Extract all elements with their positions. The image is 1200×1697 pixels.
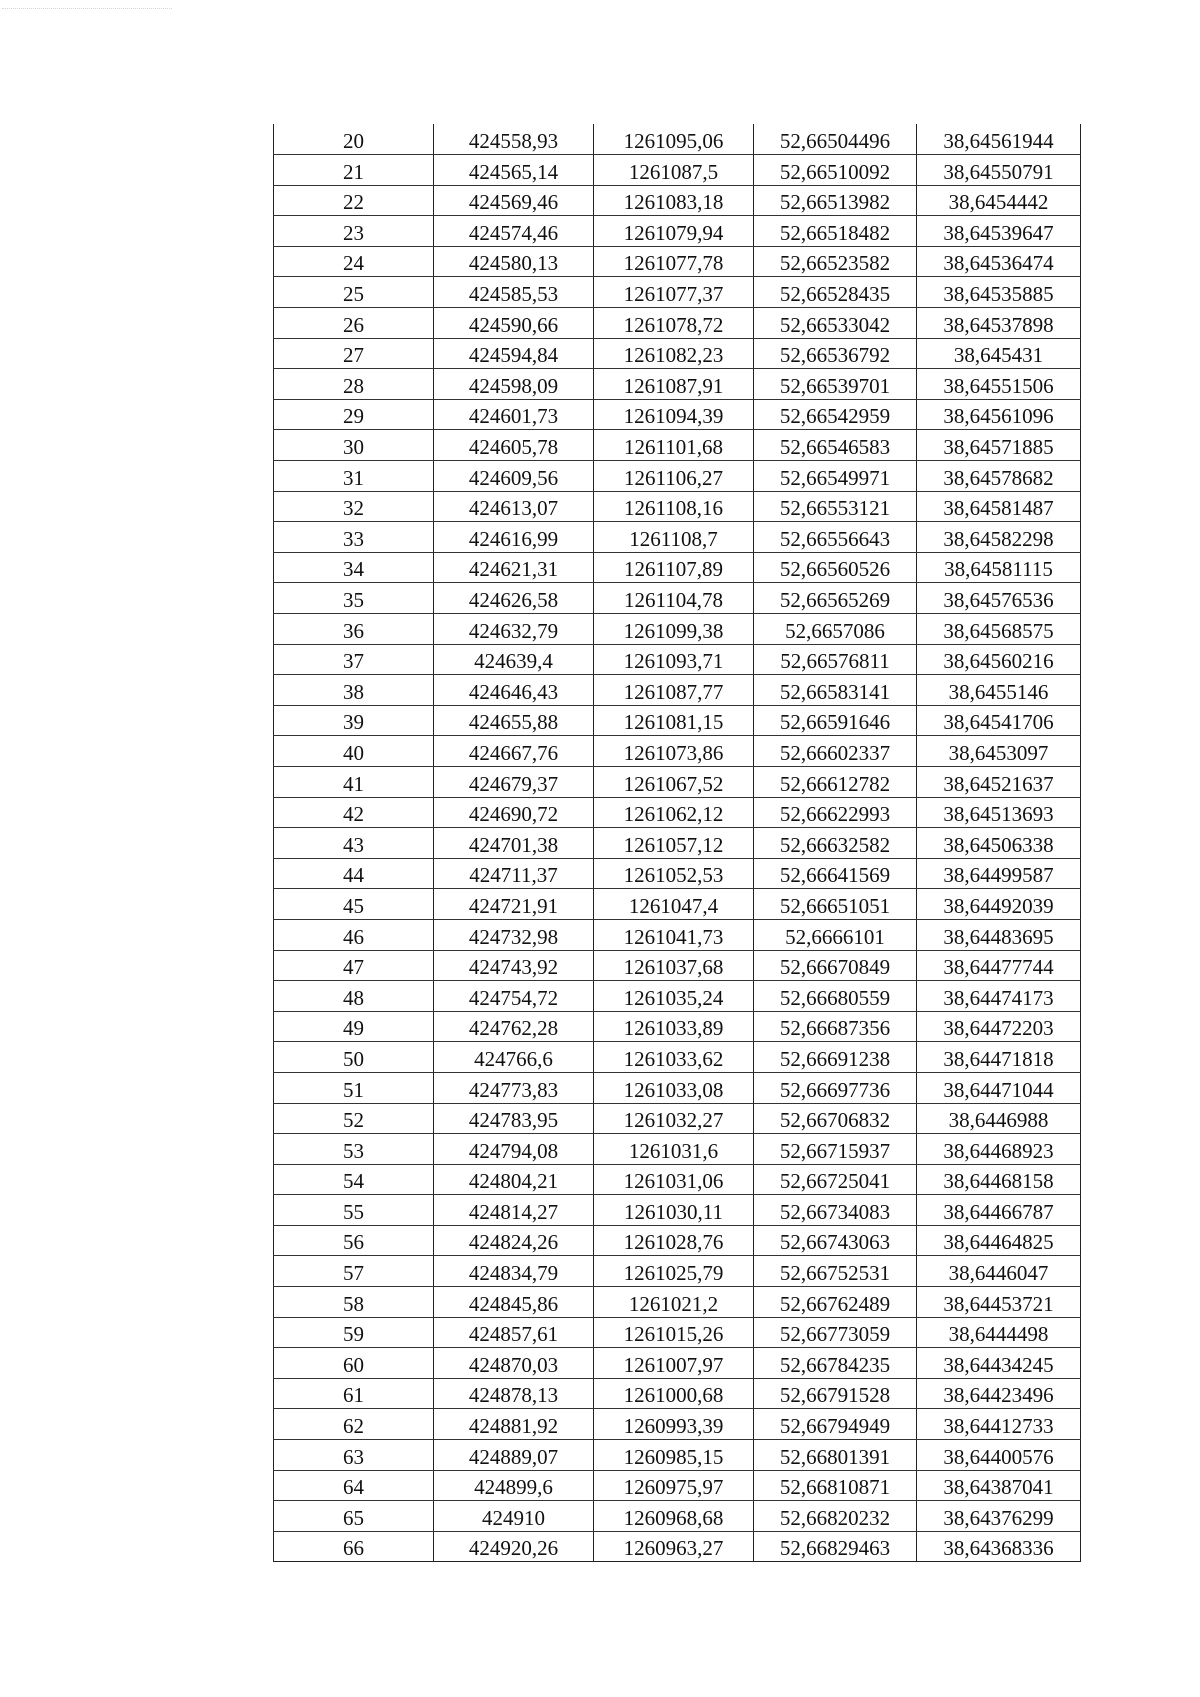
longitude-cell: 38,64412733 — [917, 1409, 1081, 1440]
x-coordinate-cell: 424881,92 — [434, 1409, 594, 1440]
latitude-cell: 52,66518482 — [754, 216, 917, 247]
y-coordinate-cell: 1261021,2 — [594, 1287, 754, 1318]
table-row — [274, 1134, 1081, 1165]
scan-artifact — [2, 8, 172, 12]
longitude-cell: 38,64536474 — [917, 246, 1081, 277]
x-coordinate-cell: 424845,86 — [434, 1287, 594, 1318]
table-row — [274, 1256, 1081, 1287]
x-coordinate-cell: 424679,37 — [434, 766, 594, 797]
longitude-cell: 38,64471818 — [917, 1042, 1081, 1073]
x-coordinate-cell: 424616,99 — [434, 522, 594, 553]
y-coordinate-cell: 1261057,12 — [594, 828, 754, 859]
table-row — [274, 430, 1081, 461]
table-row — [274, 766, 1081, 797]
y-coordinate-cell: 1261104,78 — [594, 583, 754, 614]
y-coordinate-cell: 1261077,37 — [594, 277, 754, 308]
table-row — [274, 1317, 1081, 1348]
x-coordinate-cell: 424667,76 — [434, 736, 594, 767]
latitude-cell: 52,6657086 — [754, 614, 917, 645]
point-number-cell: 58 — [274, 1287, 434, 1318]
table-row — [274, 155, 1081, 186]
table-row — [274, 1103, 1081, 1134]
latitude-cell: 52,66670849 — [754, 950, 917, 981]
y-coordinate-cell: 1261094,39 — [594, 399, 754, 430]
point-number-cell: 49 — [274, 1011, 434, 1042]
table-row — [274, 185, 1081, 216]
x-coordinate-cell: 424701,38 — [434, 828, 594, 859]
y-coordinate-cell: 1261033,08 — [594, 1072, 754, 1103]
longitude-cell: 38,64474173 — [917, 981, 1081, 1012]
table-row — [274, 797, 1081, 828]
point-number-cell: 41 — [274, 766, 434, 797]
x-coordinate-cell: 424889,07 — [434, 1440, 594, 1471]
table-row — [274, 858, 1081, 889]
latitude-cell: 52,66622993 — [754, 797, 917, 828]
x-coordinate-cell: 424632,79 — [434, 614, 594, 645]
x-coordinate-cell: 424646,43 — [434, 675, 594, 706]
table-row — [274, 522, 1081, 553]
point-number-cell: 55 — [274, 1195, 434, 1226]
latitude-cell: 52,66697736 — [754, 1072, 917, 1103]
point-number-cell: 57 — [274, 1256, 434, 1287]
x-coordinate-cell: 424580,13 — [434, 246, 594, 277]
longitude-cell: 38,64568575 — [917, 614, 1081, 645]
y-coordinate-cell: 1261099,38 — [594, 614, 754, 645]
point-number-cell: 54 — [274, 1164, 434, 1195]
y-coordinate-cell: 1261037,68 — [594, 950, 754, 981]
latitude-cell: 52,66743063 — [754, 1225, 917, 1256]
y-coordinate-cell: 1261031,6 — [594, 1134, 754, 1165]
table-row — [274, 1440, 1081, 1471]
x-coordinate-cell: 424655,88 — [434, 705, 594, 736]
longitude-cell: 38,6453097 — [917, 736, 1081, 767]
x-coordinate-cell: 424794,08 — [434, 1134, 594, 1165]
latitude-cell: 52,66549971 — [754, 461, 917, 492]
y-coordinate-cell: 1261031,06 — [594, 1164, 754, 1195]
longitude-cell: 38,64535885 — [917, 277, 1081, 308]
y-coordinate-cell: 1261028,76 — [594, 1225, 754, 1256]
x-coordinate-cell: 424721,91 — [434, 889, 594, 920]
latitude-cell: 52,66523582 — [754, 246, 917, 277]
longitude-cell: 38,64521637 — [917, 766, 1081, 797]
y-coordinate-cell: 1261078,72 — [594, 308, 754, 339]
y-coordinate-cell: 1261015,26 — [594, 1317, 754, 1348]
x-coordinate-cell: 424613,07 — [434, 491, 594, 522]
point-number-cell: 48 — [274, 981, 434, 1012]
coordinates-table-body — [274, 124, 1081, 1562]
latitude-cell: 52,66820232 — [754, 1501, 917, 1532]
point-number-cell: 50 — [274, 1042, 434, 1073]
latitude-cell: 52,66546583 — [754, 430, 917, 461]
latitude-cell: 52,66504496 — [754, 124, 917, 155]
table-row — [274, 1287, 1081, 1318]
y-coordinate-cell: 1261062,12 — [594, 797, 754, 828]
table-row — [274, 369, 1081, 400]
y-coordinate-cell: 1261106,27 — [594, 461, 754, 492]
table-row — [274, 1042, 1081, 1073]
y-coordinate-cell: 1260975,97 — [594, 1470, 754, 1501]
point-number-cell: 35 — [274, 583, 434, 614]
point-number-cell: 53 — [274, 1134, 434, 1165]
point-number-cell: 62 — [274, 1409, 434, 1440]
point-number-cell: 47 — [274, 950, 434, 981]
point-number-cell: 65 — [274, 1501, 434, 1532]
point-number-cell: 39 — [274, 705, 434, 736]
x-coordinate-cell: 424558,93 — [434, 124, 594, 155]
longitude-cell: 38,64368336 — [917, 1531, 1081, 1562]
longitude-cell: 38,64561944 — [917, 124, 1081, 155]
point-number-cell: 34 — [274, 552, 434, 583]
x-coordinate-cell: 424824,26 — [434, 1225, 594, 1256]
point-number-cell: 63 — [274, 1440, 434, 1471]
point-number-cell: 24 — [274, 246, 434, 277]
y-coordinate-cell: 1261033,62 — [594, 1042, 754, 1073]
latitude-cell: 52,66752531 — [754, 1256, 917, 1287]
y-coordinate-cell: 1261000,68 — [594, 1378, 754, 1409]
longitude-cell: 38,64400576 — [917, 1440, 1081, 1471]
longitude-cell: 38,64541706 — [917, 705, 1081, 736]
latitude-cell: 52,66829463 — [754, 1531, 917, 1562]
point-number-cell: 33 — [274, 522, 434, 553]
y-coordinate-cell: 1261035,24 — [594, 981, 754, 1012]
y-coordinate-cell: 1261041,73 — [594, 919, 754, 950]
longitude-cell: 38,645431 — [917, 338, 1081, 369]
x-coordinate-cell: 424762,28 — [434, 1011, 594, 1042]
y-coordinate-cell: 1261087,91 — [594, 369, 754, 400]
point-number-cell: 23 — [274, 216, 434, 247]
longitude-cell: 38,64483695 — [917, 919, 1081, 950]
point-number-cell: 31 — [274, 461, 434, 492]
longitude-cell: 38,64506338 — [917, 828, 1081, 859]
point-number-cell: 28 — [274, 369, 434, 400]
y-coordinate-cell: 1261095,06 — [594, 124, 754, 155]
longitude-cell: 38,64578682 — [917, 461, 1081, 492]
table-row — [274, 491, 1081, 522]
y-coordinate-cell: 1260968,68 — [594, 1501, 754, 1532]
longitude-cell: 38,64582298 — [917, 522, 1081, 553]
longitude-cell: 38,64471044 — [917, 1072, 1081, 1103]
point-number-cell: 29 — [274, 399, 434, 430]
x-coordinate-cell: 424565,14 — [434, 155, 594, 186]
latitude-cell: 52,66801391 — [754, 1440, 917, 1471]
table-row — [274, 246, 1081, 277]
longitude-cell: 38,64571885 — [917, 430, 1081, 461]
x-coordinate-cell: 424804,21 — [434, 1164, 594, 1195]
latitude-cell: 52,66762489 — [754, 1287, 917, 1318]
longitude-cell: 38,64581115 — [917, 552, 1081, 583]
coordinates-table — [273, 124, 1081, 1562]
longitude-cell: 38,64434245 — [917, 1348, 1081, 1379]
x-coordinate-cell: 424711,37 — [434, 858, 594, 889]
x-coordinate-cell: 424732,98 — [434, 919, 594, 950]
latitude-cell: 52,66784235 — [754, 1348, 917, 1379]
latitude-cell: 52,66725041 — [754, 1164, 917, 1195]
latitude-cell: 52,66576811 — [754, 644, 917, 675]
longitude-cell: 38,64551506 — [917, 369, 1081, 400]
latitude-cell: 52,66591646 — [754, 705, 917, 736]
longitude-cell: 38,64387041 — [917, 1470, 1081, 1501]
longitude-cell: 38,64453721 — [917, 1287, 1081, 1318]
point-number-cell: 22 — [274, 185, 434, 216]
latitude-cell: 52,66612782 — [754, 766, 917, 797]
x-coordinate-cell: 424766,6 — [434, 1042, 594, 1073]
latitude-cell: 52,66687356 — [754, 1011, 917, 1042]
longitude-cell: 38,64468158 — [917, 1164, 1081, 1195]
x-coordinate-cell: 424783,95 — [434, 1103, 594, 1134]
longitude-cell: 38,64560216 — [917, 644, 1081, 675]
longitude-cell: 38,64423496 — [917, 1378, 1081, 1409]
point-number-cell: 44 — [274, 858, 434, 889]
longitude-cell: 38,64581487 — [917, 491, 1081, 522]
y-coordinate-cell: 1261067,52 — [594, 766, 754, 797]
table-row — [274, 736, 1081, 767]
longitude-cell: 38,6455146 — [917, 675, 1081, 706]
x-coordinate-cell: 424910 — [434, 1501, 594, 1532]
point-number-cell: 56 — [274, 1225, 434, 1256]
latitude-cell: 52,66565269 — [754, 583, 917, 614]
x-coordinate-cell: 424569,46 — [434, 185, 594, 216]
table-row — [274, 1501, 1081, 1532]
x-coordinate-cell: 424834,79 — [434, 1256, 594, 1287]
point-number-cell: 26 — [274, 308, 434, 339]
y-coordinate-cell: 1261081,15 — [594, 705, 754, 736]
y-coordinate-cell: 1261033,89 — [594, 1011, 754, 1042]
point-number-cell: 20 — [274, 124, 434, 155]
latitude-cell: 52,6666101 — [754, 919, 917, 950]
table-row — [274, 1011, 1081, 1042]
point-number-cell: 66 — [274, 1531, 434, 1562]
longitude-cell: 38,64477744 — [917, 950, 1081, 981]
x-coordinate-cell: 424754,72 — [434, 981, 594, 1012]
x-coordinate-cell: 424639,4 — [434, 644, 594, 675]
y-coordinate-cell: 1260985,15 — [594, 1440, 754, 1471]
longitude-cell: 38,6446047 — [917, 1256, 1081, 1287]
table-row — [274, 1072, 1081, 1103]
x-coordinate-cell: 424920,26 — [434, 1531, 594, 1562]
table-row — [274, 277, 1081, 308]
x-coordinate-cell: 424743,92 — [434, 950, 594, 981]
x-coordinate-cell: 424626,58 — [434, 583, 594, 614]
latitude-cell: 52,66706832 — [754, 1103, 917, 1134]
point-number-cell: 38 — [274, 675, 434, 706]
table-row — [274, 644, 1081, 675]
y-coordinate-cell: 1261087,5 — [594, 155, 754, 186]
point-number-cell: 21 — [274, 155, 434, 186]
y-coordinate-cell: 1261047,4 — [594, 889, 754, 920]
table-row — [274, 399, 1081, 430]
table-row — [274, 338, 1081, 369]
y-coordinate-cell: 1261073,86 — [594, 736, 754, 767]
point-number-cell: 51 — [274, 1072, 434, 1103]
point-number-cell: 52 — [274, 1103, 434, 1134]
table-row — [274, 950, 1081, 981]
latitude-cell: 52,66533042 — [754, 308, 917, 339]
table-row — [274, 889, 1081, 920]
x-coordinate-cell: 424621,31 — [434, 552, 594, 583]
latitude-cell: 52,66536792 — [754, 338, 917, 369]
longitude-cell: 38,64376299 — [917, 1501, 1081, 1532]
longitude-cell: 38,64550791 — [917, 155, 1081, 186]
y-coordinate-cell: 1261030,11 — [594, 1195, 754, 1226]
latitude-cell: 52,66510092 — [754, 155, 917, 186]
table-row — [274, 583, 1081, 614]
point-number-cell: 42 — [274, 797, 434, 828]
x-coordinate-cell: 424814,27 — [434, 1195, 594, 1226]
x-coordinate-cell: 424878,13 — [434, 1378, 594, 1409]
x-coordinate-cell: 424594,84 — [434, 338, 594, 369]
table-row — [274, 919, 1081, 950]
point-number-cell: 27 — [274, 338, 434, 369]
x-coordinate-cell: 424870,03 — [434, 1348, 594, 1379]
y-coordinate-cell: 1261082,23 — [594, 338, 754, 369]
table-row — [274, 1409, 1081, 1440]
longitude-cell: 38,64539647 — [917, 216, 1081, 247]
point-number-cell: 36 — [274, 614, 434, 645]
longitude-cell: 38,64472203 — [917, 1011, 1081, 1042]
latitude-cell: 52,66734083 — [754, 1195, 917, 1226]
y-coordinate-cell: 1260963,27 — [594, 1531, 754, 1562]
latitude-cell: 52,66553121 — [754, 491, 917, 522]
latitude-cell: 52,66651051 — [754, 889, 917, 920]
table-row — [274, 614, 1081, 645]
point-number-cell: 46 — [274, 919, 434, 950]
x-coordinate-cell: 424857,61 — [434, 1317, 594, 1348]
latitude-cell: 52,66542959 — [754, 399, 917, 430]
longitude-cell: 38,6454442 — [917, 185, 1081, 216]
latitude-cell: 52,66583141 — [754, 675, 917, 706]
table-row — [274, 1195, 1081, 1226]
table-row — [274, 461, 1081, 492]
x-coordinate-cell: 424585,53 — [434, 277, 594, 308]
latitude-cell: 52,66556643 — [754, 522, 917, 553]
table-row — [274, 1348, 1081, 1379]
point-number-cell: 59 — [274, 1317, 434, 1348]
x-coordinate-cell: 424590,66 — [434, 308, 594, 339]
latitude-cell: 52,66680559 — [754, 981, 917, 1012]
y-coordinate-cell: 1261101,68 — [594, 430, 754, 461]
table-row — [274, 216, 1081, 247]
table-row — [274, 1531, 1081, 1562]
y-coordinate-cell: 1261093,71 — [594, 644, 754, 675]
x-coordinate-cell: 424773,83 — [434, 1072, 594, 1103]
table-row — [274, 705, 1081, 736]
latitude-cell: 52,66641569 — [754, 858, 917, 889]
latitude-cell: 52,66539701 — [754, 369, 917, 400]
y-coordinate-cell: 1260993,39 — [594, 1409, 754, 1440]
latitude-cell: 52,66715937 — [754, 1134, 917, 1165]
latitude-cell: 52,66560526 — [754, 552, 917, 583]
x-coordinate-cell: 424598,09 — [434, 369, 594, 400]
y-coordinate-cell: 1261032,27 — [594, 1103, 754, 1134]
latitude-cell: 52,66794949 — [754, 1409, 917, 1440]
point-number-cell: 43 — [274, 828, 434, 859]
y-coordinate-cell: 1261052,53 — [594, 858, 754, 889]
table-row — [274, 1378, 1081, 1409]
table-row — [274, 308, 1081, 339]
x-coordinate-cell: 424574,46 — [434, 216, 594, 247]
longitude-cell: 38,6444498 — [917, 1317, 1081, 1348]
longitude-cell: 38,64561096 — [917, 399, 1081, 430]
latitude-cell: 52,66513982 — [754, 185, 917, 216]
latitude-cell: 52,66810871 — [754, 1470, 917, 1501]
y-coordinate-cell: 1261079,94 — [594, 216, 754, 247]
y-coordinate-cell: 1261108,16 — [594, 491, 754, 522]
x-coordinate-cell: 424609,56 — [434, 461, 594, 492]
y-coordinate-cell: 1261025,79 — [594, 1256, 754, 1287]
longitude-cell: 38,64464825 — [917, 1225, 1081, 1256]
latitude-cell: 52,66602337 — [754, 736, 917, 767]
x-coordinate-cell: 424690,72 — [434, 797, 594, 828]
x-coordinate-cell: 424605,78 — [434, 430, 594, 461]
longitude-cell: 38,64537898 — [917, 308, 1081, 339]
point-number-cell: 40 — [274, 736, 434, 767]
latitude-cell: 52,66773059 — [754, 1317, 917, 1348]
point-number-cell: 25 — [274, 277, 434, 308]
longitude-cell: 38,6446988 — [917, 1103, 1081, 1134]
y-coordinate-cell: 1261108,7 — [594, 522, 754, 553]
table-row — [274, 1225, 1081, 1256]
point-number-cell: 32 — [274, 491, 434, 522]
point-number-cell: 64 — [274, 1470, 434, 1501]
y-coordinate-cell: 1261007,97 — [594, 1348, 754, 1379]
longitude-cell: 38,64576536 — [917, 583, 1081, 614]
latitude-cell: 52,66791528 — [754, 1378, 917, 1409]
longitude-cell: 38,64513693 — [917, 797, 1081, 828]
latitude-cell: 52,66632582 — [754, 828, 917, 859]
longitude-cell: 38,64466787 — [917, 1195, 1081, 1226]
latitude-cell: 52,66528435 — [754, 277, 917, 308]
point-number-cell: 45 — [274, 889, 434, 920]
y-coordinate-cell: 1261077,78 — [594, 246, 754, 277]
table-row — [274, 675, 1081, 706]
point-number-cell: 61 — [274, 1378, 434, 1409]
table-row — [274, 981, 1081, 1012]
latitude-cell: 52,66691238 — [754, 1042, 917, 1073]
x-coordinate-cell: 424601,73 — [434, 399, 594, 430]
table-row — [274, 552, 1081, 583]
table-row — [274, 1164, 1081, 1195]
y-coordinate-cell: 1261107,89 — [594, 552, 754, 583]
point-number-cell: 60 — [274, 1348, 434, 1379]
table-row — [274, 124, 1081, 155]
table-row — [274, 1470, 1081, 1501]
table-row — [274, 828, 1081, 859]
x-coordinate-cell: 424899,6 — [434, 1470, 594, 1501]
point-number-cell: 30 — [274, 430, 434, 461]
longitude-cell: 38,64499587 — [917, 858, 1081, 889]
y-coordinate-cell: 1261083,18 — [594, 185, 754, 216]
longitude-cell: 38,64492039 — [917, 889, 1081, 920]
point-number-cell: 37 — [274, 644, 434, 675]
y-coordinate-cell: 1261087,77 — [594, 675, 754, 706]
longitude-cell: 38,64468923 — [917, 1134, 1081, 1165]
